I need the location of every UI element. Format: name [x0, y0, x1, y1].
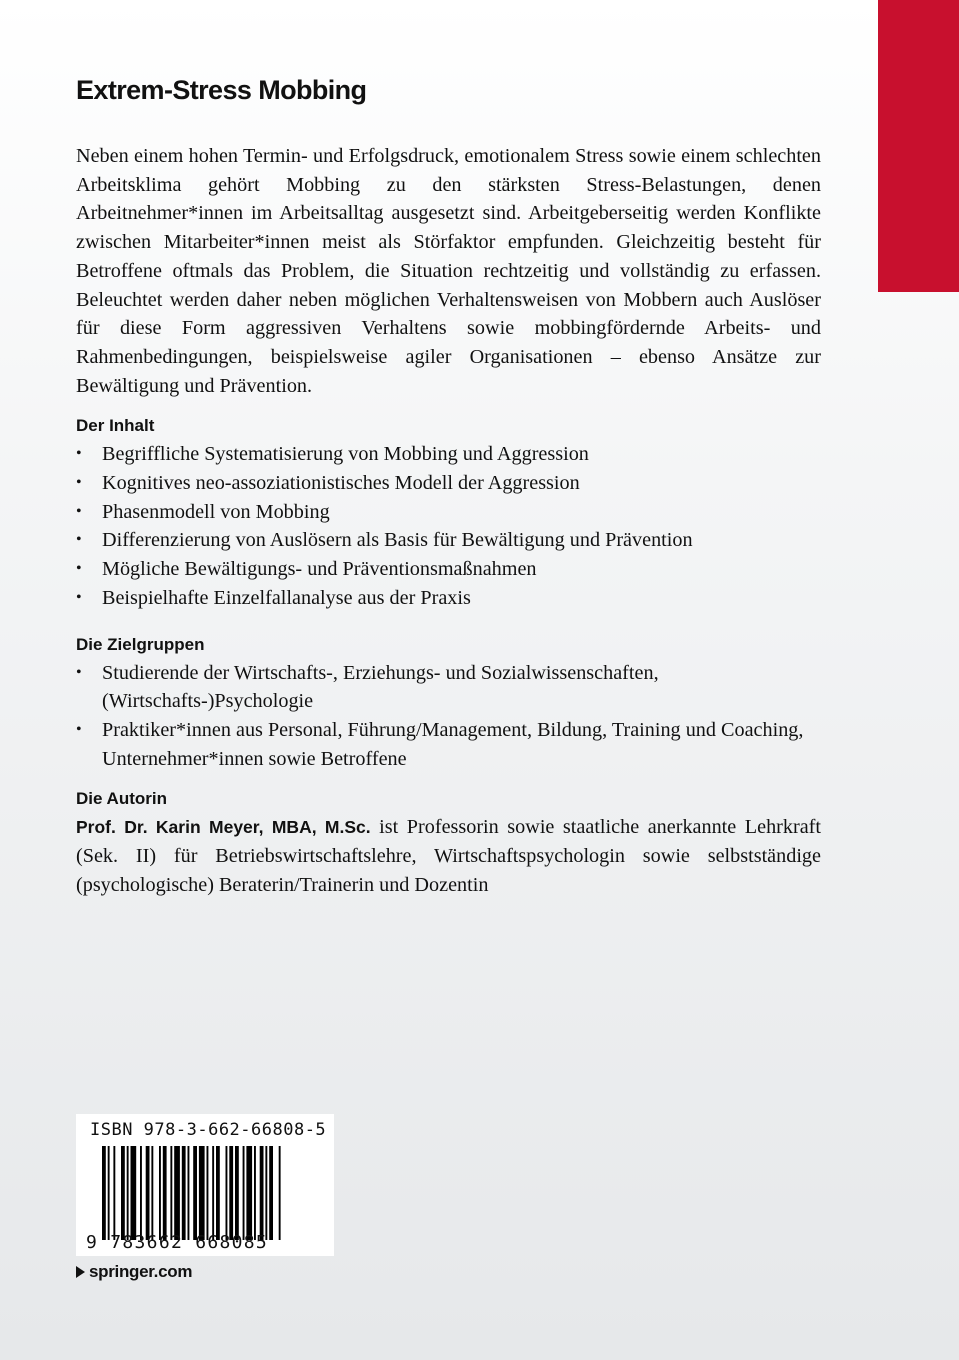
barcode-bar	[229, 1146, 233, 1240]
publisher-link[interactable]	[76, 1262, 192, 1282]
barcode-bar	[174, 1146, 180, 1240]
arrow-right-icon	[76, 1266, 85, 1278]
barcode-bar	[226, 1146, 228, 1240]
barcode-bar	[269, 1146, 273, 1240]
inhalt-list	[76, 440, 821, 612]
barcode-bar	[193, 1146, 197, 1240]
autorin-heading: Die Autorin	[76, 789, 167, 809]
publisher-link-text: springer.com	[89, 1262, 193, 1281]
list-item: • Praktiker*innen aus Personal, Führung/Management, Bildung, Training und Coaching, Unternehmer*innen sowie Betroffene	[76, 716, 821, 773]
barcode-bar	[127, 1146, 129, 1240]
barcode-bar	[254, 1146, 256, 1240]
bullet-icon: •	[76, 445, 82, 463]
barcode-bar	[212, 1146, 214, 1240]
barcode-bar	[246, 1146, 252, 1240]
barcode-bar	[188, 1146, 190, 1240]
author-name: Prof. Dr. Karin Meyer, MBA, M.Sc.	[76, 817, 371, 838]
bullet-icon: •	[76, 502, 82, 520]
barcode-bar	[102, 1146, 106, 1240]
bullet-icon: •	[76, 663, 82, 681]
barcode-bar	[151, 1146, 153, 1240]
list-item: • Beispielhafte Einzelfallanalyse aus der Praxis	[76, 584, 821, 613]
isbn-barcode	[76, 1114, 334, 1256]
barcode-bar	[207, 1146, 209, 1240]
bullet-icon: •	[76, 720, 82, 738]
back-cover-content	[76, 72, 821, 899]
list-item: • Mögliche Bewältigungs- und Präventionsmaßnahmen	[76, 555, 821, 584]
barcode-bar	[279, 1146, 281, 1240]
list-item: • Differenzierung von Auslösern als Basis für Bewältigung und Prävention	[76, 526, 821, 555]
bullet-icon: •	[76, 560, 82, 578]
bullet-icon: •	[76, 474, 82, 492]
inhalt-heading: Der Inhalt	[76, 416, 155, 436]
barcode-bar	[265, 1146, 267, 1240]
bullet-icon: •	[76, 531, 82, 549]
isbn-label: ISBN 978-3-662-66808-5	[90, 1120, 327, 1140]
intro-paragraph: Neben einem hohen Termin- und Erfolgsdruck, emotionalem Stress sowie einem schlechten Arbeitsklima gehört Mobbing zu den stärksten Stress-Belastungen, denen Arbeitnehmer*innen im Arbeitsalltag ausgesetzt sind. Arbeitgeberseitig werden Konflikte zwischen Mitarbeiter*innen meist als Störfaktor empfunden. Gleichzeitig besteht für Betroffene oftmals das Problem, die Situation rechtzeitig und vollständig zu erfassen. Beleuchtet werden daher neben möglichen Verhaltensweisen von Mobbern auch Auslöser für diese Form aggressiven Verhaltens sowie mobbingfördernde Arbeits- und Rahmenbedingungen, beispielsweise agiler Organisationen – ebenso Ansätze zur Bewältigung und Prävention.	[76, 145, 821, 397]
barcode-bars	[102, 1146, 328, 1240]
barcode-bar	[131, 1146, 137, 1240]
ean-digits: 9 783662 668085	[86, 1232, 269, 1253]
barcode-bar	[216, 1146, 220, 1240]
barcode-bar	[235, 1146, 239, 1240]
zielgruppen-heading: Die Zielgruppen	[76, 634, 205, 654]
barcode-bar	[170, 1146, 172, 1240]
list-item: • Kognitives neo-assoziationistisches Modell der Aggression	[76, 469, 821, 498]
red-accent-band	[878, 0, 959, 292]
barcode-bar	[163, 1146, 167, 1240]
list-item: • Phasenmodell von Mobbing	[76, 498, 821, 527]
author-paragraph	[76, 813, 821, 899]
bullet-icon: •	[76, 588, 82, 606]
barcode-bar	[146, 1146, 150, 1240]
barcode-bar	[243, 1146, 245, 1240]
barcode-bar	[140, 1146, 142, 1240]
list-item: • Studierende der Wirtschafts-, Erziehungs- und Sozialwissenschaften, (Wirtschafts-)Psychologie	[76, 659, 821, 716]
barcode-bar	[113, 1146, 115, 1240]
book-title: Extrem-Stress Mobbing	[76, 75, 367, 105]
author-bio: ist Professorin sowie staatliche anerkannte Lehrkraft (Sek. II) für Betriebswirtschaftslehre, Wirtschaftspsychologin sowie selbstständige (psychologische) Beraterin/Trainerin und Dozentin	[76, 816, 822, 896]
barcode-bar	[260, 1146, 264, 1240]
barcode-bar	[121, 1146, 125, 1240]
list-item: • Begriffliche Systematisierung von Mobbing und Aggression	[76, 440, 821, 469]
barcode-bar	[182, 1146, 186, 1240]
zielgruppen-list	[76, 659, 821, 774]
barcode-bar	[159, 1146, 161, 1240]
barcode-bar	[199, 1146, 205, 1240]
barcode-bar	[108, 1146, 110, 1240]
